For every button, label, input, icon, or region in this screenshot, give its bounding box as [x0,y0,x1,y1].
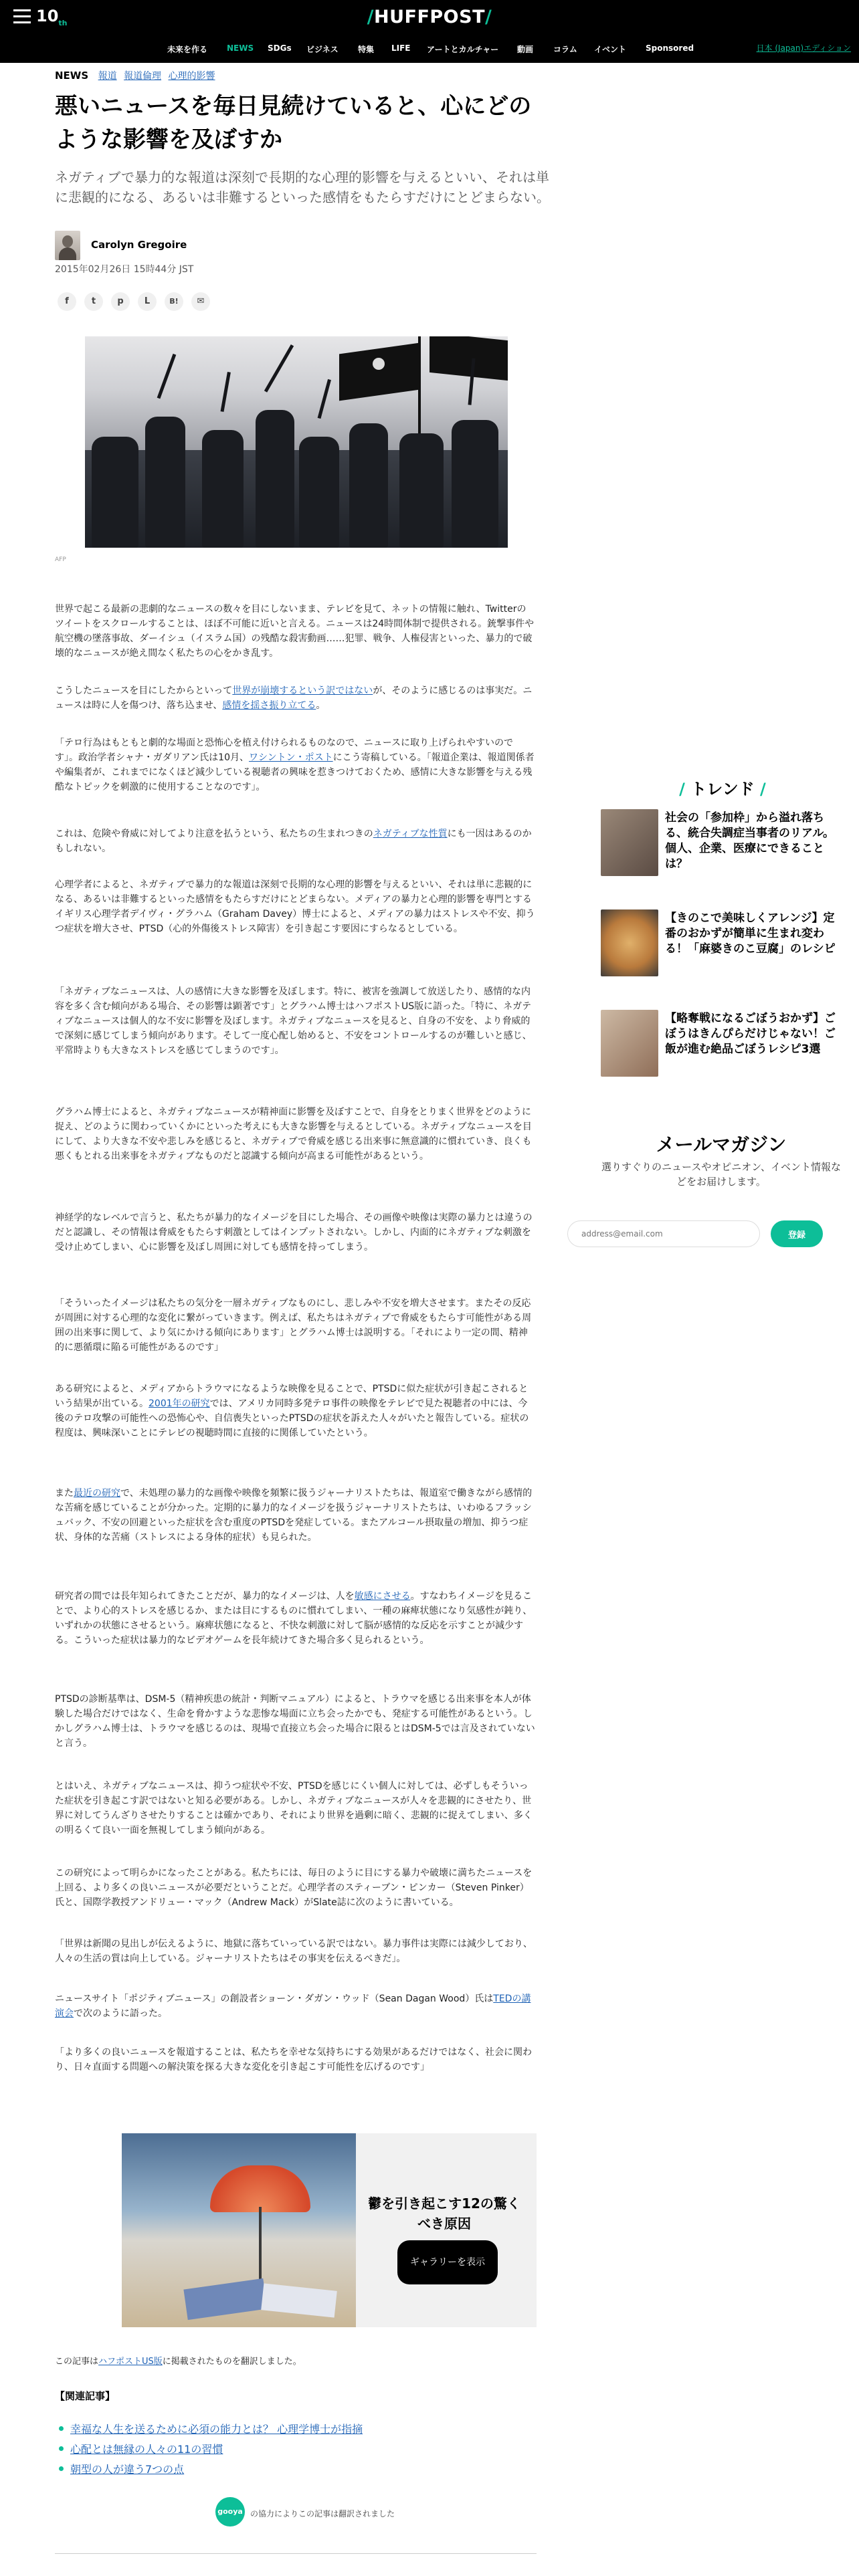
nav-item[interactable]: SDGs [268,43,292,53]
publish-date: 2015年02月26日 15時44分 JST [55,264,194,275]
trend-item[interactable]: 【略奪戦になるごぼうおかず】ごぼうはきんぴらだけじゃない！ご飯が進む絶品ごぼうレシピ3選 [665,1012,836,1056]
related-link[interactable]: 心配とは無縁の人々の11の習慣 [70,2443,223,2456]
email-field[interactable] [567,1220,760,1247]
tag-link[interactable]: 心理的影響 [168,71,215,82]
tag-link[interactable]: 報道倫理 [124,71,162,82]
trend-thumbnail[interactable] [601,909,658,976]
source-link[interactable]: ハフポストUS版 [98,2357,163,2367]
newsletter-text: 選りすぐりのニュースやオピニオン、イベント情報などをお届けします。 [601,1161,842,1188]
huffpost-logo[interactable]: /HUFFPOST/ [367,7,492,27]
body-paragraph: 「より多くの良いニュースを報道することは、私たちを幸せな気持ちにする効果があるだけではなく、社会に関わり、日々直面する問題への解決策を探る大きな変化を引き起こす可能性を広げるのです」 [55,2047,533,2072]
bullet-icon [59,2466,64,2471]
body-paragraph: 「そういったイメージは私たちの気分を一層ネガティブなものにし、悲しみや不安を増大させます。またその反応が周囲に対する心理的な変化に繋がっていきます。例えば、私たちはネガティブで脅威をもたらす可能性がある周囲の出来事に関して、より気にかける傾向にあります」とグラハム博士は説明する。「それにより一定の間、精神的に悪循環に陥る可能性があるのです」 [55,1298,532,1353]
body-paragraph: 心理学者によると、ネガティブで暴力的な報道は深刻で長期的な心理的影響を与えるといい、それは単に悲観的になる、あるいは非難するといった感情をもたらすだけにとどまらない。メディアの暴力と心理的影響を専門とするイギリス心理学者デイヴィ・グラハム（Graham Davey）博士によると、メディアの暴力はストレスや不安、抑うつ症状を増大させ、PTSD（心的外傷後ストレス障害）を引き起こす要因にすらなるとしている。 [55,879,535,934]
nav-item[interactable]: コラム [553,45,577,54]
hatena-icon[interactable]: B! [165,292,183,311]
translation-note: この記事はハフポストUS版に掲載されたものを翻訳しました。 [55,2357,302,2367]
line-icon[interactable]: L [138,292,157,311]
nav-item[interactable]: ビジネス [306,45,339,54]
gallery-button[interactable]: ギャラリーを表示 [397,2240,498,2284]
inline-link[interactable]: 2001年の研究 [149,1398,210,1409]
nav-item[interactable]: 特集 [358,45,375,54]
subscribe-button[interactable]: 登録 [771,1220,823,1247]
gallery-teaser[interactable] [122,2133,537,2327]
body-paragraph: 世界で起こる最新の悲劇的なニュースの数々を目にしないまま、テレビを見て、ネットの情報に触れ、Twitterのツイートをスクロールすることは、ほぼ不可能に近いと言える。ニュースは24時間体制で提供される。銃撃事件や航空機の墜落事故、ダーイシュ（イスラム国）の残酷な殺害動画……犯罪、戦争、人権侵害といった、暴力的で破壊的なニュースが絶え間なく私たちの心をかき乱す。 [55,604,535,659]
author-name[interactable]: Carolyn Gregoire [91,239,187,251]
gallery-image[interactable] [122,2133,356,2327]
mail-icon[interactable]: ✉ [191,292,210,311]
hero-image [85,336,508,548]
section-label[interactable]: NEWS [55,70,89,82]
related-item[interactable] [70,2461,184,2476]
pinterest-icon[interactable]: p [111,292,130,311]
nav-item[interactable]: イベント [594,45,627,54]
related-item[interactable] [70,2421,363,2436]
inline-link[interactable]: 感情を揺さ振り立てる [222,700,316,711]
trend-thumbnail[interactable] [601,1010,658,1077]
inline-link[interactable]: 敏感にさせる [354,1591,411,1602]
gallery-title[interactable]: 鬱を引き起こす12の驚くべき原因 [368,2195,520,2232]
trend-item[interactable]: 【きのこで美味しくアレンジ】定番のおかずが簡単に生まれ変わる！「麻婆きのこ豆腐」のレシピ [665,911,836,956]
body-paragraph: この研究によって明らかになったことがある。私たちには、毎日のように目にする暴力や破壊に満ちたニュースを上回る、より多くの良いニュースが必要だということだ。心理学者のスティーブン・ピンカー（Steven Pinker）氏と、国際学教授アンドリュー・マック（Andrew Mack）がSlate誌に次のように書いている。 [55,1868,533,1908]
body-paragraph: とはいえ、ネガティブなニュースは、抑うつ症状や不安、PTSDを感じにくい個人に対しては、必ずしもそういった症状を引き起こす訳ではないと知る必要がある。しかし、ネガティブなニュースが人々を悲観的にさせたり、世界に対してうんざりさせたりすることは確かであり、それにより世界を過剰に暗く、悲観的に捉えてしまい、多くの明るくて良い一面を無視してしまう傾向がある。 [55,1781,533,1836]
body-paragraph: これは、危険や脅威に対してより注意を払うという、私たちの生まれつきのネガティブな性質にも一因はあるのかもしれない。 [55,829,532,854]
body-paragraph: 研究者の間では長年知られてきたことだが、暴力的なイメージは、人を敏感にさせる。すなわちイメージを見ることで、より心的ストレスを感じるか、または目にするものに慣れてしまい、一種の麻痺状態になり気感性が鈍り、いずれかの状態にさせるという。麻痺状態になると、不快な刺激に対して脳が感情的な反応を示すことが減少する。こういった症状は暴力的なビデオゲームを長年続けてきた場合多く見られるという。 [55,1591,533,1646]
top-bar [0,0,859,35]
body-paragraph: 神経学的なレベルで言うと、私たちが暴力的なイメージを目にした場合、その画像や映像は実際の暴力とは違うのだと認識し、その情報は脅威をもたらす刺激としてはインプットされない。しかし、内面的にネガティブな刺激を受け止めてしまい、心に影響を及ぼし周囲に対しても感情を持ってしまう。 [55,1212,533,1253]
edition-link[interactable]: 日本 (Japan)エディション [756,43,851,53]
article-dek: ネガティブで暴力的な報道は深刻で長期的な心理的影響を与えるといい、それは単に悲観的になる、あるいは非難するといった感情をもたらすだけにとどまらない。 [55,169,550,205]
inline-link[interactable]: ネガティブな性質 [373,829,448,839]
bullet-icon [59,2426,64,2431]
body-paragraph: 「世界は新聞の見出しが伝えるように、地獄に落ちていっている訳ではない。暴力事件は実際には減少しており、人々の生活の質は向上している。ジャーナリストたちはその事実を伝えるべきだ」。 [55,1939,533,1964]
trend-item[interactable]: 社会の「参加枠」から溢れ落ちる、統合失調症当事者のリアル。個人、企業、医療にできることは？ [665,811,834,871]
body-paragraph: こうしたニュースを目にしたからといって世界が崩壊するという訳ではないが、そのように感じるのは事実だ。ニュースは時に人を傷つけ、落ち込ませ、感情を揺さ振り立てる。 [55,685,533,711]
image-caption: AFP [55,556,66,563]
body-paragraph: また最近の研究で、未処理の暴力的な画像や映像を頻繁に扱うジャーナリストたちは、報道室で働きながら感情的な苦痛を感じていることが分かった。定期的に暴力的なイメージを扱うジャーナリストたちは、いわゆるフラッシュバック、不安の回避といった症状を含む重度のPTSDを発症している。またアルコール摂取量の増加、抑うつ症状、身体的な苦痛（ストレスによる身体的症状）も見られた。 [55,1488,533,1543]
nav-item-news[interactable]: NEWS [227,43,254,53]
body-paragraph: ニュースサイト「ポジティブニュース」の創設者ショーン・ダガン・ウッド（Sean Dagan Wood）氏はTEDの講演会で次のように語った。 [55,1994,531,2019]
partner-credit: の協力によりこの記事は翻訳されました [250,2509,395,2518]
twitter-icon[interactable]: t [84,292,103,311]
nav-item[interactable]: 動画 [517,45,534,54]
page-title: 悪いニュースを毎日見続けていると、心にどのような影響を及ぼすか [55,93,532,153]
nav-item[interactable]: アートとカルチャー [427,45,499,54]
inline-link[interactable]: TEDの講演会 [55,1994,531,2019]
related-item[interactable] [70,2441,223,2456]
body-paragraph: 「テロ行為はもともと劇的な場面と恐怖心を植え付けられるものなので、ニュースに取り上げられやすいのです」。政治学者シャナ・ガダリアン氏は10月、ワシントン・ポストにこう寄稿している。「報道企業は、報道関係者や編集者が、これまでになくほど減少している視聴者の興味を惹きつけておくため、感情に大きな影響を与える残酷なトピックを刺激的に使用することなのです」。 [55,738,535,792]
divider [55,2553,537,2554]
facebook-icon[interactable]: f [58,292,76,311]
avatar[interactable] [55,231,80,260]
body-paragraph: ある研究によると、メディアからトラウマになるような映像を見ることで、PTSDに似た症状が引き起こされるという結果が出ている。2001年の研究では、アメリカ同時多発テロ事件の映像をテレビで見た視聴者の中には、今後のテロ攻撃の可能性への恐怖心や、自信喪失といったPTSDの症状を訴えた人々がいたと報告している。症状の程度は、興味深いことにテレビの視聴時間に直接的に関係していたという。 [55,1384,529,1438]
related-link[interactable]: 朝型の人が違う7つの点 [70,2463,185,2476]
body-paragraph: 「ネガティブなニュースは、人の感情に大きな影響を及ぼします。特に、被害を強調して放送したり、感情的な内容を多く含む傾向がある場合、その影響は顕著です」とグラハム博士はハフポストUS版に語った。「特に、ネガティブなニュースは個人的な不安に影響を及ぼします。ネガティブなニュースを見ると、自身の不安を、より脅威的で深刻に感じてしまう傾向があります。そして一度心配し始めると、不安をコントロールするのが難しいと感じ、平常時よりも大きなストレスを感じてしまうのです」。 [55,986,532,1056]
body-paragraph: グラハム博士によると、ネガティブなニュースが精神面に影響を及ぼすことで、自身をとりまく世界をどのように捉え、どのように関わっていくかにといった考えにも大きな影響を与えるとしている。ネガティブなニュースを目にして、より大きな不安や悲しみを感じると、ネガティブで脅威を感じる出来事に無意識的に慣れていき、良くも悪くもとれる出来事をネガティブなものだと認識する傾向が高まる可能性があるという。 [55,1107,532,1162]
anniversary-logo[interactable]: $10_{th}$ [36,7,68,27]
newsletter-title: メールマガジン [656,1134,787,1156]
related-link[interactable]: 幸福な人生を送るために必須の能力とは？ 心理学博士が指摘 [70,2423,363,2436]
nav-item[interactable]: 未来を作る [167,45,208,54]
related-heading: 【関連記事】 [55,2390,116,2402]
inline-link[interactable]: 最近の研究 [74,1488,120,1499]
body-paragraph: PTSDの診断基準は、DSM-5（精神疾患の統計・判断マニュアル）によると、トラウマを感じる出来事を本人が体験した場合だけではなく、生命を脅かすような悲惨な場面に立ち会ったかでも、発症する可能性があるという。しかしグラハム博士は、トラウマを感じるのは、現場で直接立ち会った場合に限るとはDSM-5では言及されていないと言う。 [55,1694,535,1749]
partner-logo: gooya [215,2497,245,2527]
inline-link[interactable]: 世界が崩壊するという訳ではない [232,685,373,696]
trend-heading: / トレンド / [679,780,766,798]
nav-item[interactable]: Sponsored [646,43,694,53]
breadcrumb [55,69,219,82]
inline-link[interactable]: ワシントン・ポスト [248,752,333,763]
trend-thumbnail[interactable] [601,809,658,876]
nav-item[interactable]: LIFE [391,43,411,53]
tag-link[interactable]: 報道 [98,71,117,82]
bullet-icon [59,2446,64,2451]
section-nav [0,35,859,63]
